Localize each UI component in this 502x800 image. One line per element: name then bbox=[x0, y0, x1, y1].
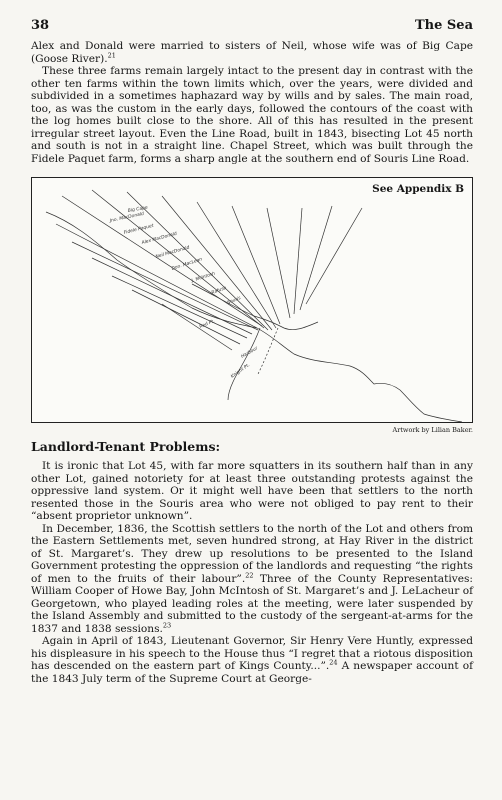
svg-text:Alex MacDonald: Alex MacDonald bbox=[141, 231, 178, 246]
paragraph-4: In December, 1836, the Scottish settlers to the north of the Lot and others from the Eastern Settlements met, seven hundred strong, at Hay River in the district of St. Margaret’s. They drew up resolutions to be presented to the Island Government protesting the oppression of the landlords and requesting “the rights of men to the fruits of their labour”.$^{22}$ Three of the County Representatives: William Cooper of Howe Bay, John McIntosh of St. Margaret’s and J. LeLacheur of Georgetown, who played leading roles at the meeting, were later suspended by the Island Assembly and submitted to the custody of the sergeant-at-arms for the 1837 and 1838 sessions.$^{23}$ bbox=[31, 522, 473, 635]
paragraph-5: Again in April of 1843, Lieutenant Governor, Sir Henry Vere Huntly, expressed his displeasure in his speech to the House thus “I regret that a riotous disposition has descended on the eastern part of Kings County...”.$^{24}$ A newspaper account of the 1843 July term of the Supreme Court at George- bbox=[31, 635, 473, 685]
appendix-reference: See Appendix B bbox=[372, 183, 464, 195]
svg-text:Don. MacLean: Don. MacLean bbox=[171, 257, 203, 272]
figure-credit: Artwork by Lilian Baker. bbox=[392, 426, 473, 434]
svg-text:Fidele Paquet: Fidele Paquet bbox=[123, 223, 155, 236]
page-number: 38 bbox=[31, 18, 50, 33]
running-title: The Sea bbox=[414, 18, 473, 33]
hand-drawn-lot-map bbox=[32, 178, 472, 422]
svg-text:Rafuse: Rafuse bbox=[210, 285, 228, 296]
paragraph-2: These three farms remain largely intact to the present day in contrast with the other ten farms within the town limits which, over the years, were divided and subdivided in a sometimes haphazard way by wills and by sales. The main road, too, as was the custom in the early days, followed the contours of the coast with the log homes built close to the shore. All of this has resulted in the present irregular street layout. Even the Line Road, built in 1843, bisecting Lot 45 north and south is not in a straight line. Chapel Street, which was built through the Fidele Paquet farm, forms a sharp angle at the southern end of Souris Line Road. bbox=[31, 65, 473, 165]
svg-text:J. McIntosh: J. McIntosh bbox=[191, 271, 216, 284]
svg-text:Harbour: Harbour bbox=[240, 346, 259, 360]
svg-text:Jno. MacDonald: Jno. MacDonald bbox=[109, 211, 145, 224]
book-page bbox=[31, 18, 473, 685]
map-figure bbox=[31, 177, 473, 423]
paragraph-1: Alex and Donald were married to sisters of Neil, whose wife was of Big Cape (Goose River).$^{21}$ bbox=[31, 40, 473, 65]
running-header bbox=[31, 18, 473, 40]
section-heading: Landlord-Tenant Problems: bbox=[31, 439, 221, 454]
svg-text:Red Pt.: Red Pt. bbox=[198, 319, 216, 330]
footnote-ref: 21 bbox=[107, 50, 116, 59]
footnote-ref: 24 bbox=[329, 658, 338, 667]
footnote-ref: 23 bbox=[162, 620, 172, 629]
svg-text:Knight Pt.: Knight Pt. bbox=[230, 362, 252, 380]
svg-text:Souris: Souris bbox=[226, 296, 242, 306]
svg-text:Neil MacDonald: Neil MacDonald bbox=[155, 245, 191, 260]
svg-text:Big Cape: Big Cape bbox=[127, 205, 149, 214]
paragraph-3: It is ironic that Lot 45, with far more squatters in its southern half than in any other Lot, gained notoriety for at least three outstanding protests against the oppressive land system. Or it might well have been that settlers to the north resented those in the Souris area who were not obliged to pay rent to their “absent proprietor unknown”. bbox=[31, 460, 473, 522]
footnote-ref: 22 bbox=[245, 570, 254, 579]
